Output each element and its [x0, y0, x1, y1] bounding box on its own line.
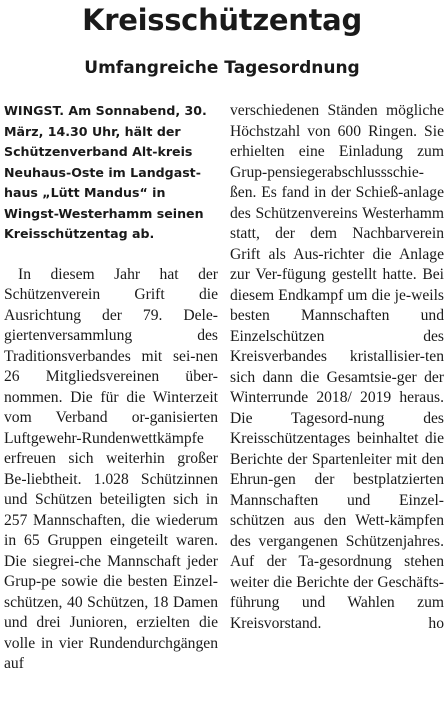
author-initials-text: ho [428, 614, 444, 632]
author-initials [428, 614, 444, 635]
article-column-left [4, 101, 218, 675]
lead-text: Am Sonnabend, 30. März, 14.30 Uhr, hält der Schützenverband Alt-kreis Neuhaus-Oste im Landgast-haus „Lütt Mandus“ in Wingst-Westerhamm seinen Kreisschützentag ab. [4, 103, 207, 241]
article-column-right [230, 101, 444, 634]
subheadline: Umfangreiche Tagesordnung [84, 58, 360, 78]
body-text-right-content: verschiedenen Ständen mögliche Höchstzahl von 600 Ringen. Sie erhielten eine Einladung zum Grup-pensiegerabschlussschie-ßen. Es fand in der Schieß-anlage des Schützenvereins Westerhamm statt, der dem Nachbarverein Grift als Aus-richter die Anlage zur Ver-fügung gestellt hatte. Bei diesem Endkampf um die je-weils besten Mannschaften und Einzelschützen des Kreisverbandes kristallisier-ten sich dann die Gesamtsie-ger der Winterrunde 2018/ 2019 heraus. Die Tagesord-nung des Kreisschützentages beinhaltet die Berichte der Spartenleiter mit den Ehrun-gen der bestplatzierten Mannschaften und Einzel-schützen aus den Wett-kämpfen des vergangenen Schützenjahres. Auf der Ta-gesordnung stehen weiter die Berichte der Geschäfts-führung und Wahlen zum Kreisvorstand. [230, 102, 444, 632]
body-text-left: In diesem Jahr hat der Schützenverein Grift die Ausrichtung der 79. Dele-giertenversammlung des Traditionsverbandes mit sei-nen 26 Mitgliedsvereinen über-nommen. Die für die Winterzeit vom Verband or-ganisierten Luftgewehr-Rundenwettkämpfe erfreuen sich weiterhin großer Be-liebtheit. 1.028 Schützinnen und Schützen beteiligten sich in 257 Mannschaften, die wiederum in 65 Gruppen eingeteilt waren. Die siegrei-che Mannschaft jeder Grup-pe sowie die besten Einzel-schützen, 40 Schützen, 18 Damen und drei Junioren, erzielten die volle in vier Rundendurchgängen auf [4, 265, 218, 672]
dateline: WINGST. [4, 103, 64, 118]
lead-paragraph [4, 101, 218, 245]
body-text-right [230, 101, 444, 634]
headline: Kreisschützentag [82, 3, 362, 37]
